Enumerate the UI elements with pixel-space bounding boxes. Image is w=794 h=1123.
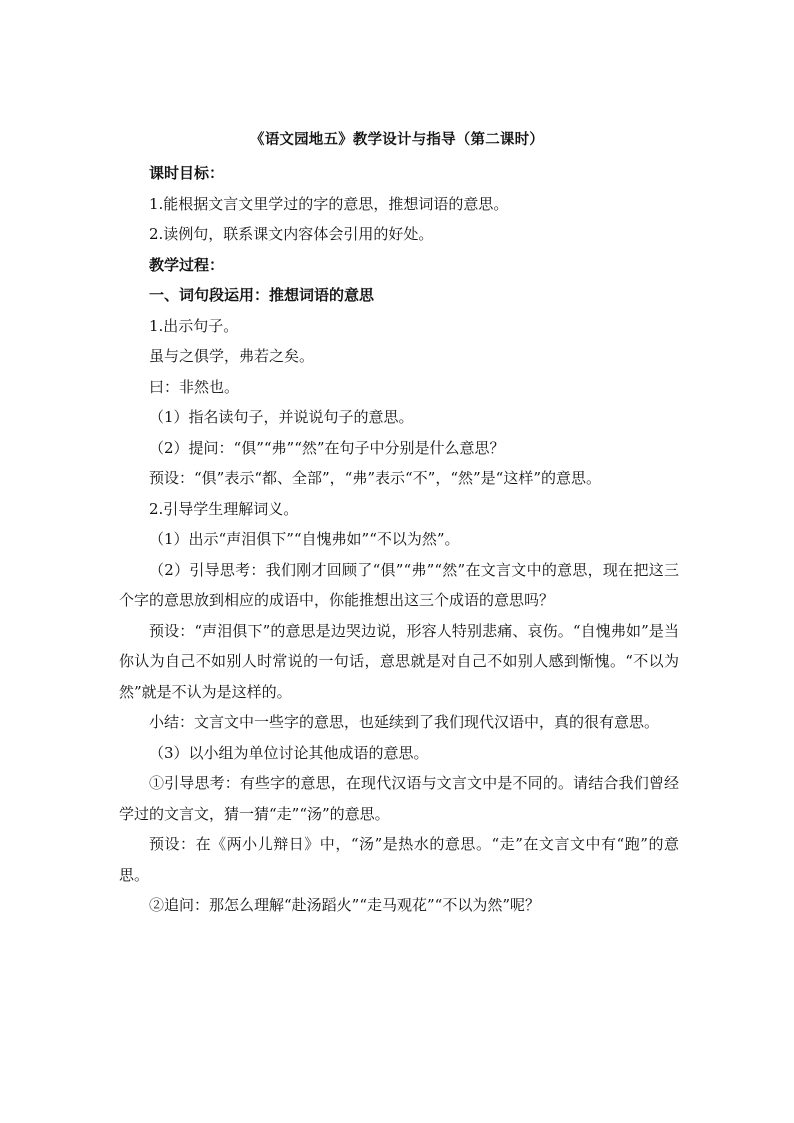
paragraph: （1）指名读句子，并说说句子的意思。 xyxy=(149,408,414,426)
paragraph: 1.出示句子。 xyxy=(149,316,239,335)
paragraph: 预设：在《两小儿辩日》中，“汤”是热水的意思。“走”在文言文中有“跑”的意思。 xyxy=(119,835,679,884)
paragraph: 1.能根据文言文里学过的字的意思，推想词语的意思。 xyxy=(149,194,509,213)
paragraph: 2.引导学生理解词义。 xyxy=(149,499,299,518)
paragraph: ①引导思考：有些字的意思，在现代汉语与文言文中是不同的。请结合我们曾经学过的文言文，猜一猜“走”“汤”的意思。 xyxy=(119,774,679,823)
paragraph: （2）引导思考：我们刚才回顾了“俱”“弗”“然”在文言文中的意思，现在把这三个字的意思放到相应的成语中，你能推想出这三个成语的意思吗？ xyxy=(119,560,679,609)
document-body xyxy=(119,158,679,921)
paragraph: 2.读例句，联系课文内容体会引用的好处。 xyxy=(149,225,434,243)
paragraph: 预设：“俱”表示“都、全部”，“弗”表示“不”，“然”是“这样”的意思。 xyxy=(149,469,602,487)
section-heading-process: 教学过程： xyxy=(149,255,225,274)
paragraph: 曰：非然也。 xyxy=(149,377,240,396)
paragraph: ②追问：那怎么理解“赴汤蹈火”“走马观花”“不以为然”呢？ xyxy=(149,896,541,914)
paragraph: 小结：文言文中一些字的意思，也延续到了我们现代汉语中，真的很有意思。 xyxy=(149,713,660,731)
document-title: 《语文园地五》教学设计与指导（第二课时） xyxy=(250,131,544,148)
paragraph: 虽与之俱学，弗若之矣。 xyxy=(149,347,315,365)
paragraph: （1）出示“声泪俱下”“自愧弗如”“不以为然”。 xyxy=(149,530,460,548)
section-heading-goals: 课时目标： xyxy=(149,164,225,182)
paragraph: （2）提问：“俱”“弗”“然”在句子中分别是什么意思？ xyxy=(149,438,505,457)
section-heading-part-one: 一、词句段运用：推想词语的意思 xyxy=(149,286,375,304)
paragraph: （3）以小组为单位讨论其他成语的意思。 xyxy=(149,743,429,762)
paragraph: 预设：“声泪俱下”的意思是边哭边说，形容人特别悲痛、哀伤。“自愧弗如”是当你认为自己不如别人时常说的一句话，意思就是对自己不如别人感到惭愧。“不以为然”就是不认为是这样的。 xyxy=(119,621,679,701)
